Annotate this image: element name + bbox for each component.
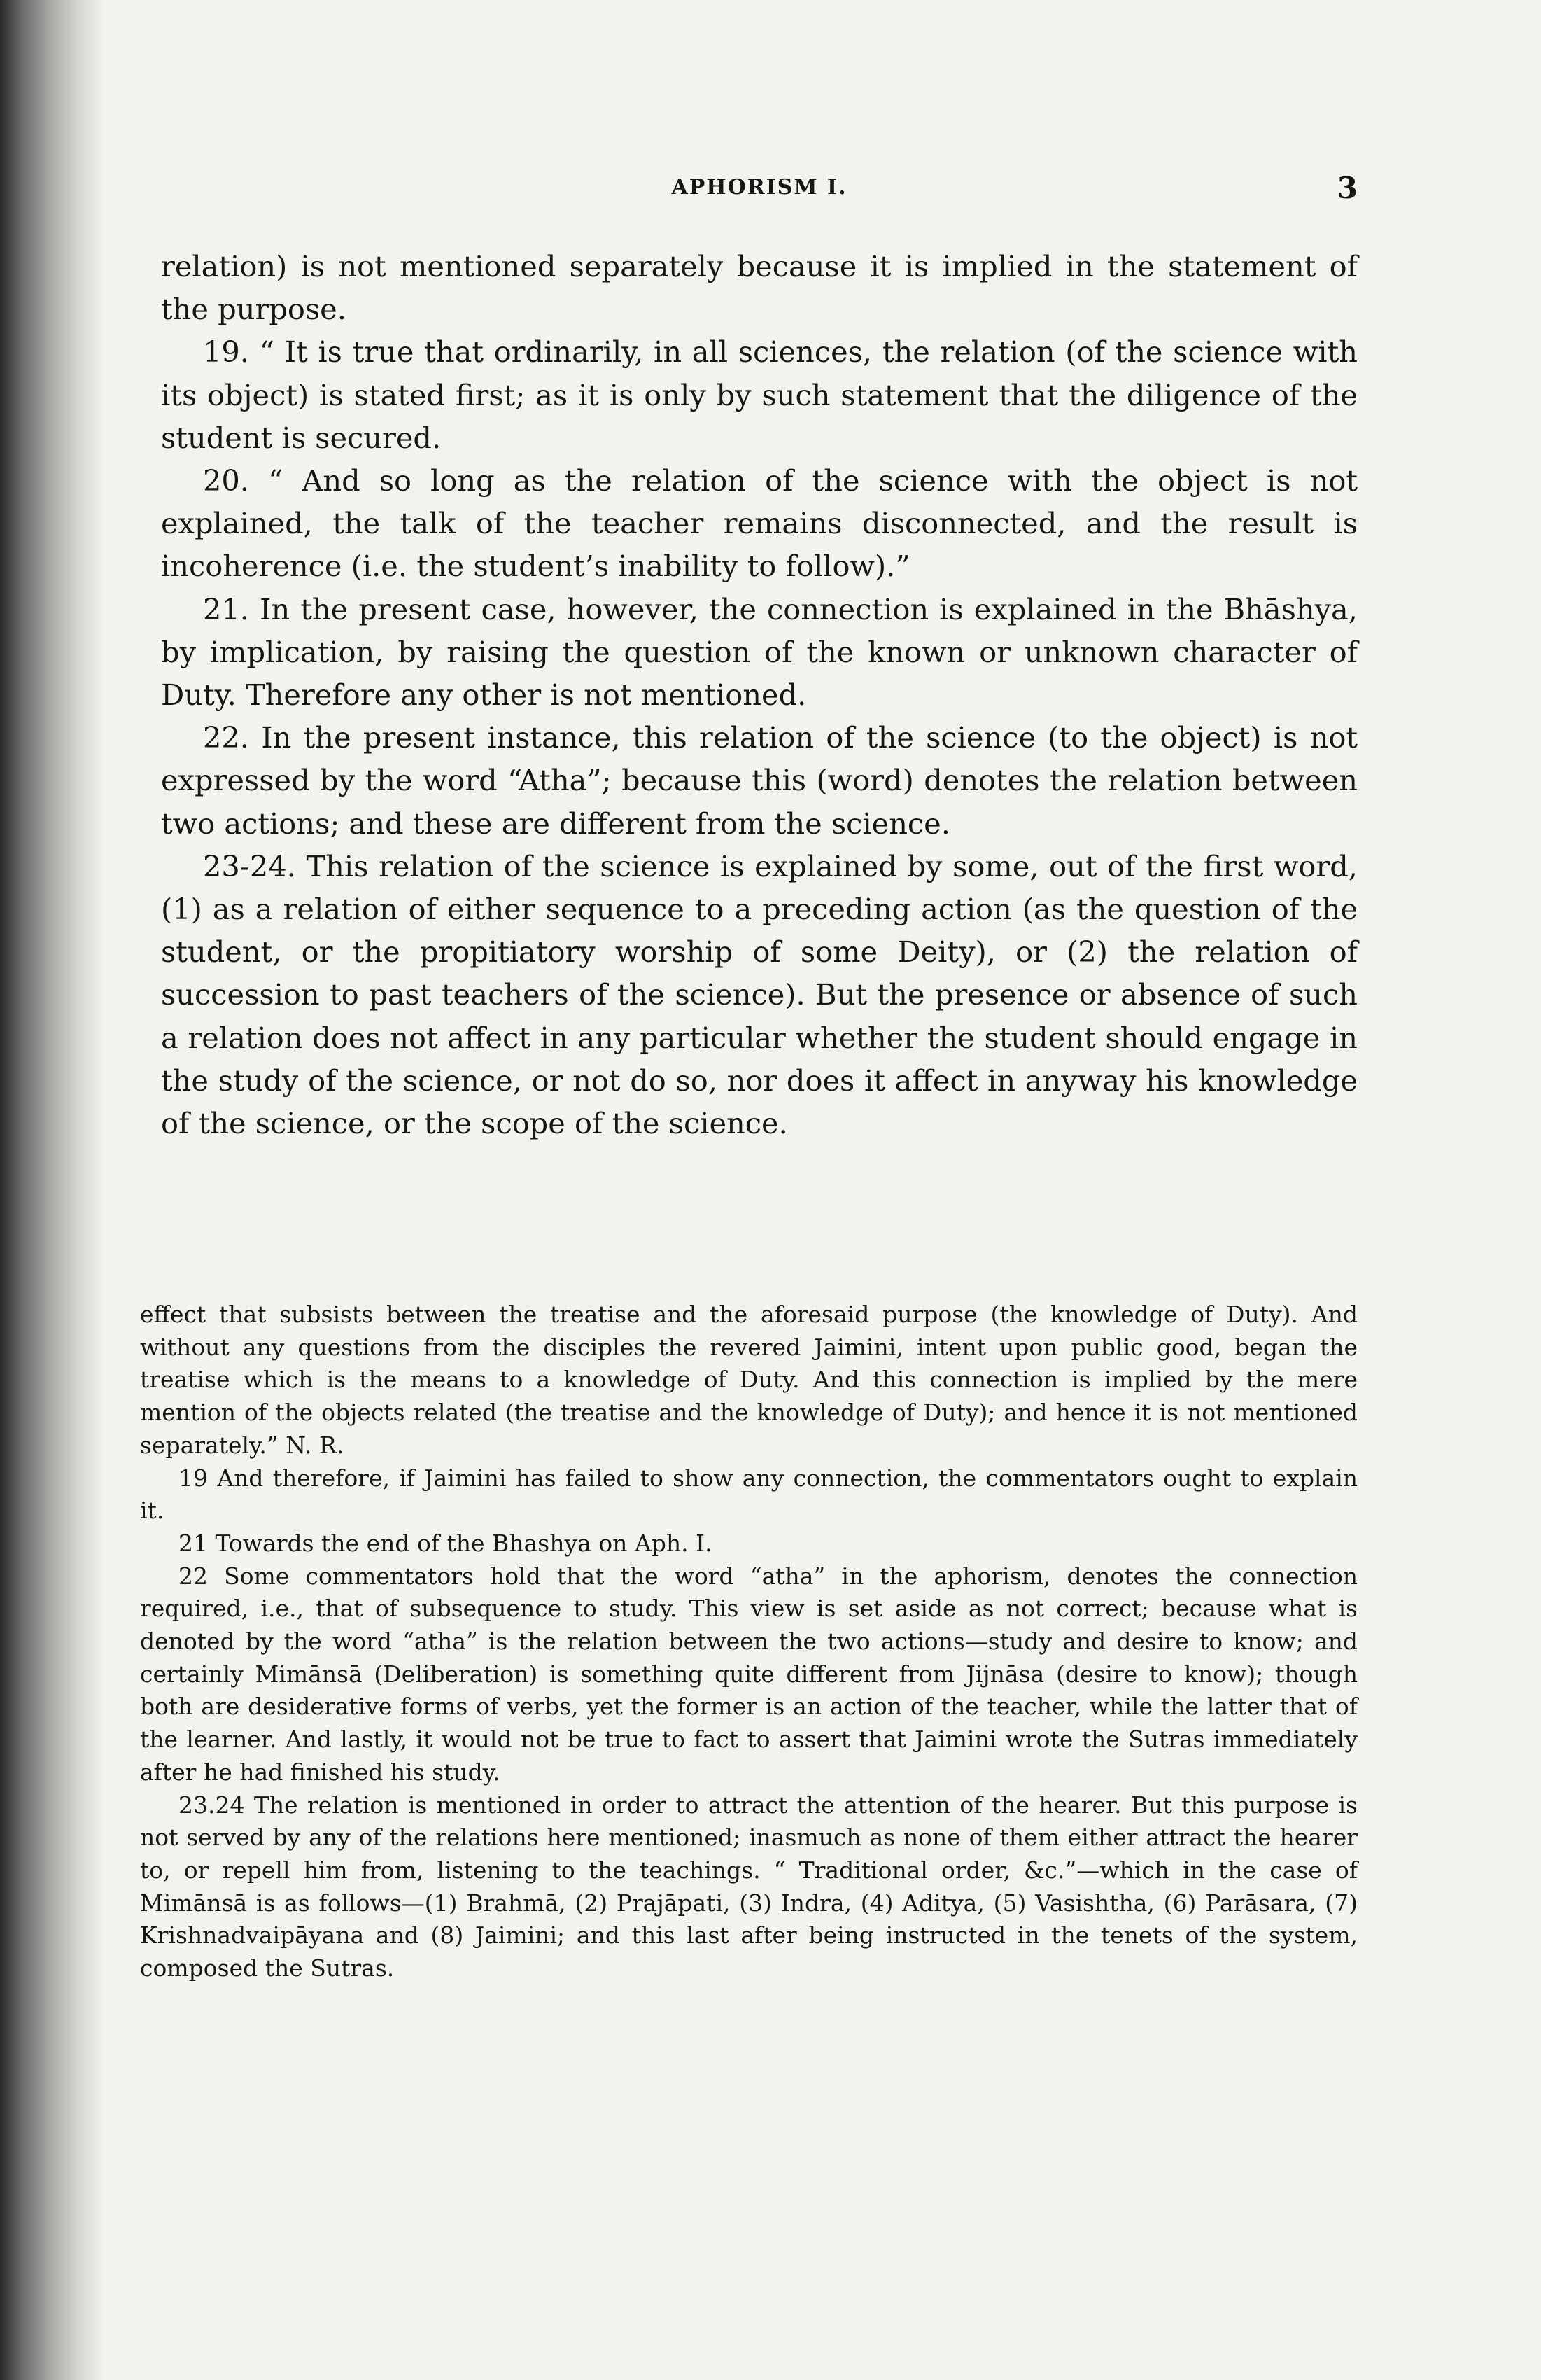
- paragraph-22: 22. In the present instance, this relation of the science (to the object) is not expressed by the word “Atha”; because this (word) denotes the relation between two actions; and these are different from the science.: [161, 720, 1358, 841]
- footnote-continuation: effect that subsists between the treatise and the aforesaid purpose (the knowledge of Duty). And without any questions from the disciples the revered Jaimini, intent upon public good, began the treatise which is the means to a knowledge of Duty. And this connection is implied by the mere mention of the objects related (the treatise and the knowledge of Duty); and hence it is not mentioned separately.” N. R.: [140, 1301, 1358, 1459]
- paragraph-21: 21. In the present case, however, the connection is explained in the Bhāshya, by implication, by raising the question of the known or unknown character of Duty. Therefore any other is not mentioned.: [161, 592, 1358, 713]
- paragraph-19: 19. “ It is true that ordinarily, in all sciences, the relation (of the science with its object) is stated first; as it is only by such statement that the diligence of the student is secured.: [161, 335, 1358, 455]
- page-number: 3: [1337, 171, 1358, 205]
- footnote-22: 22 Some commentators hold that the word “atha” in the aphorism, denotes the connection required, i.e., that of subsequence to study. This view is set aside as not correct; because what is denoted by the word “atha” is the relation between the two actions—study and desire to know; and certainly Mimānsā (Deliberation) is something quite different from Jijnāsa (desire to know); though both are desiderative forms of verbs, yet the former is an action of the teacher, while the latter that of the learner. And lastly, it would not be true to fact to assert that Jaimini wrote the Sutras immediately after he had finished his study.: [140, 1562, 1358, 1786]
- page-header: [161, 171, 1358, 217]
- paragraph-20: 20. “ And so long as the relation of the science with the object is not explained, the talk of the teacher remains disconnected, and the result is incoherence (i.e. the student’s inability to follow).”: [161, 463, 1358, 584]
- paragraph-23-24: 23-24. This relation of the science is explained by some, out of the first word, (1) as a relation of either sequence to a preceding action (as the question of the student, or the propitiatory worship of some Deity), or (2) the relation of succession to past teachers of the science). But the presence or absence of such a relation does not affect in any particular whether the student should engage in the study of the science, or not do so, nor does it affect in anyway his knowledge of the science, or the scope of the science.: [161, 848, 1358, 1141]
- footnotes: [140, 1298, 1358, 1985]
- footnote-19: 19 And therefore, if Jaimini has failed to show any connection, the commentators ought to explain it.: [140, 1464, 1358, 1525]
- footnote-21: 21 Towards the end of the Bhashya on Aph. I.: [178, 1529, 712, 1557]
- running-head: APHORISM I.: [671, 175, 847, 200]
- book-binding-shadow: [0, 0, 105, 2380]
- footnote-23-24: 23.24 The relation is mentioned in order to attract the attention of the hearer. But this purpose is not served by any of the relations here mentioned; inasmuch as none of them either attract the hearer to, or repell him from, listening to the teachings. “ Traditional order, &c.”—which in the case of Mimānsā is as follows—(1) Brahmā, (2) Prajāpati, (3) Indra, (4) Aditya, (5) Vasishtha, (6) Parāsara, (7) Krishnadvaipāyana and (8) Jaimini; and this last after being instructed in the tenets of the system, composed the Sutras.: [140, 1791, 1358, 1982]
- paragraph-continuation: relation) is not mentioned separately because it is implied in the statement of the purpose.: [161, 249, 1358, 327]
- main-text: [161, 245, 1358, 1144]
